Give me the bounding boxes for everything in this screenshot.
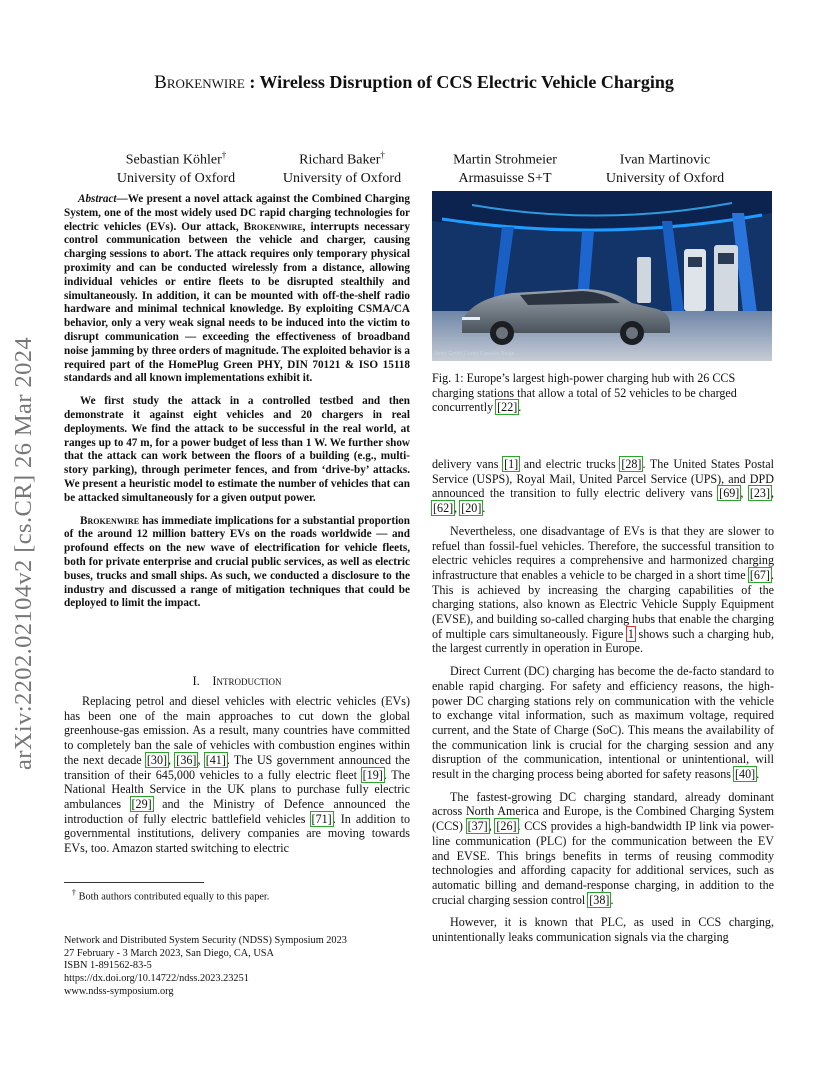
author-mark: † — [221, 150, 227, 160]
venue-line: Network and Distributed System Security (NDSS) Symposium 2023 — [64, 935, 347, 946]
body-paragraph: However, it is known that PLC, as used in CCS charging, unintentionally leaks communication signals via the charging — [432, 915, 774, 945]
website-link[interactable]: www.ndss-symposium.org — [64, 985, 174, 997]
section-number: I. — [192, 674, 200, 688]
citation-link[interactable]: [36] — [176, 752, 197, 767]
author-block — [585, 146, 745, 188]
citation-link[interactable]: [30] — [146, 752, 168, 767]
citation-link[interactable]: [69] — [719, 486, 740, 501]
photo-credit: Ionity GmbH / Ionity Kasseler Berge — [435, 351, 515, 357]
title-separator: : — [244, 72, 260, 92]
intro-left-column — [64, 694, 410, 864]
title-main: Wireless Disruption of CCS Electric Vehicle Charging — [259, 72, 674, 92]
abstract-label: Abstract — [78, 193, 117, 205]
section-heading — [64, 674, 410, 689]
body-paragraph: Nevertheless, one disadvantage of EVs is that they are slower to refuel than fossil-fuel vehicles. Therefore, the successful transition to electric vehicles requires a comprehensive and harmonized charging infrastructure that enables a vehicle to be charged in a short time [67]. This is achieved by increasing the charging capabilities of the charging stations, also known as Electric Vehicle Supply Equipment (EVSE), and building so-called charging hubs that enable the charging of multiple cars simultaneously. Figure 1 shows such a charging hub, the largest currently in operation in Europe. — [432, 523, 774, 656]
body-paragraph: delivery vans [1] and electric trucks [28]. The United States Postal Service (USPS), Royal Mail, United Parcel Service (UPS), and DPD announced the transition to fully electric delivery vans [69], [23], [62], [20]. — [432, 457, 775, 516]
author-affiliation: Armasuisse S+T — [458, 170, 552, 186]
citation-link[interactable]: [67] — [749, 567, 770, 582]
author-affiliation: University of Oxford — [116, 170, 236, 186]
citation-link[interactable]: [23] — [749, 486, 770, 501]
author-affiliation: University of Oxford — [282, 170, 402, 186]
intro-right-column — [432, 457, 774, 953]
citation-link[interactable]: [62] — [433, 501, 454, 516]
author-name: Martin Strohmeier — [453, 152, 557, 168]
title-attack-name: Brokenwire — [154, 72, 245, 93]
author-mark: † — [380, 150, 385, 160]
author-name: Richard Baker — [299, 152, 381, 168]
citation-link[interactable]: [28] — [621, 457, 642, 471]
citation-link[interactable]: [20] — [461, 501, 482, 516]
author-name: Ivan Martinovic — [619, 152, 711, 168]
citation-link[interactable]: [41] — [205, 752, 226, 767]
section-title: Introduction — [212, 674, 282, 688]
author-affiliation: University of Oxford — [605, 170, 725, 186]
author-block — [425, 146, 585, 188]
paper-title — [0, 72, 828, 94]
author-block — [262, 146, 422, 188]
body-paragraph: Replacing petrol and diesel vehicles with electric vehicles (EVs) has been one of the main approaches to cut down the global greenhouse-gas emission. As a result, many countries have committed to completely ban the sale of vehicles with combustion engines within the next decade [30], [36], [41]. The US government announced the transition of their 645,000 vehicles to a fully electric fleet [19]. The National Health Service in the UK plans to purchase fully electric ambulances [29] and the Ministry of Defence announced the introduction of fully electric battlefield vehicles [71]. In addition to governmental institutions, delivery companies are moving towards EVs, too. Amazon started switching to electric — [64, 694, 411, 856]
body-paragraph: The fastest-growing DC charging standard, already dominant across North America and Europe, is the Combined Charging System (CCS) [37], [26]. CCS provides a high-bandwidth IP link via power-line communication (PLC) for the communication between the EV and EVSE. This brings benefits in terms of reusing commodity technologies and affording capacity for additional services, such as automatic billing and demand-response charging, in addition to the crucial charging session control [38]. — [432, 789, 775, 907]
footnote: † Both authors contributed equally to this paper. — [71, 887, 270, 903]
citation-link[interactable]: [40] — [735, 767, 756, 782]
abstract-paragraph: We first study the attack in a controlled testbed and then demonstrate it against eight vehicles and 20 chargers in real deployments. We find the attack to be successful in the real world, at ranges up to 47 m, for a power budget of less than 1 W. We further show that the attack can work between the floors of a building (e.g., multi-story parking), through perimeter fences, and from ‘drive-by’ attacks. We present a heuristic model to estimate the number of vehicles that can be attacked simultaneously for a given output power. — [64, 395, 410, 504]
citation-link[interactable]: [1] — [504, 457, 519, 471]
author-block — [96, 146, 256, 188]
doi-link[interactable]: https://dx.doi.org/10.14722/ndss.2023.23251 — [64, 973, 249, 985]
figure-reference-link[interactable]: 1 — [627, 626, 634, 641]
abstract — [64, 193, 410, 620]
footnote-mark: † — [71, 887, 77, 897]
abstract-paragraph: Abstract—We present a novel attack against the Combined Charging System, one of the most widely used DC rapid charging technologies for electric vehicles (EVs). Our attack, Brokenwire, interrupts necessary control communication between the vehicle and charger, causing charging sessions to abort. The attack requires only temporary physical proximity and can be conducted wirelessly from a distance, allowing individual vehicles or entire fleets to be disrupted stealthily and simultaneously. In addition, it can be mounted with off-the-shelf radio hardware and minimal technical knowledge. By exploiting CSMA/CA behavior, only a very weak signal needs to be induced into the victim to disrupt communication — exceeding the effectiveness of broadband noise jamming by three orders of magnitude. The exploited behavior is a required part of the HomePlug Green PHY, DIN 70121 & ISO 15118 standards and all known implementations exhibit it. — [64, 193, 410, 385]
charging-hub-illustration — [432, 191, 772, 361]
abstract-paragraph: Brokenwire has immediate implications for a substantial proportion of the around 12 million battery EVs on the roads worldwide — and profound effects on the new wave of electrification for vehicle fleets, both for private enterprise and crucial public services, as well as electric buses, trucks and small ships. As such, we conducted a disclosure to the industry and discussed a range of mitigation techniques that could be deployed to limit the impact. — [64, 514, 410, 610]
venue-info — [64, 935, 410, 999]
figure-caption: Fig. 1: Europe’s largest high-power charging hub with 26 CCS charging stations that allow a total of 52 vehicles to be charged concurrently [22]. — [432, 371, 737, 415]
figure-label: Fig. 1: — [432, 371, 464, 385]
citation-link[interactable]: [38] — [589, 892, 610, 907]
attack-name: Brokenwire — [243, 220, 303, 233]
citation-link[interactable]: [22] — [497, 400, 518, 415]
footnote-divider — [64, 882, 204, 883]
figure-charging-hub-photo — [432, 191, 772, 361]
body-paragraph: Direct Current (DC) charging has become the de-facto standard to enable rapid charging. For safety and efficiency reasons, the high-power DC charging stations rely on communication with the vehicle to exchange vital information, such as maximum voltage, required current, and the State of Charge (SoC). This means the availability of the communication link is crucial for the charging session and any disruption of the communication, intentional or unintentional, will result in the charging process being aborted for safety reasons [40]. — [432, 664, 774, 782]
author-name: Sebastian Köhler — [125, 152, 222, 168]
citation-link[interactable]: [71] — [311, 811, 332, 826]
citation-link[interactable]: [19] — [362, 767, 383, 782]
venue-line: ISBN 1-891562-83-5 — [64, 960, 152, 972]
attack-name: Brokenwire — [80, 514, 140, 527]
arxiv-identifier-stamp: arXiv:2202.02104v2 [cs.CR] 26 Mar 2024 — [10, 336, 37, 770]
citation-link[interactable]: [29] — [131, 796, 152, 811]
citation-link[interactable]: [37] — [467, 819, 488, 834]
citation-link[interactable]: [26] — [496, 819, 517, 834]
venue-line: 27 February - 3 March 2023, San Diego, CA, USA — [64, 947, 274, 959]
